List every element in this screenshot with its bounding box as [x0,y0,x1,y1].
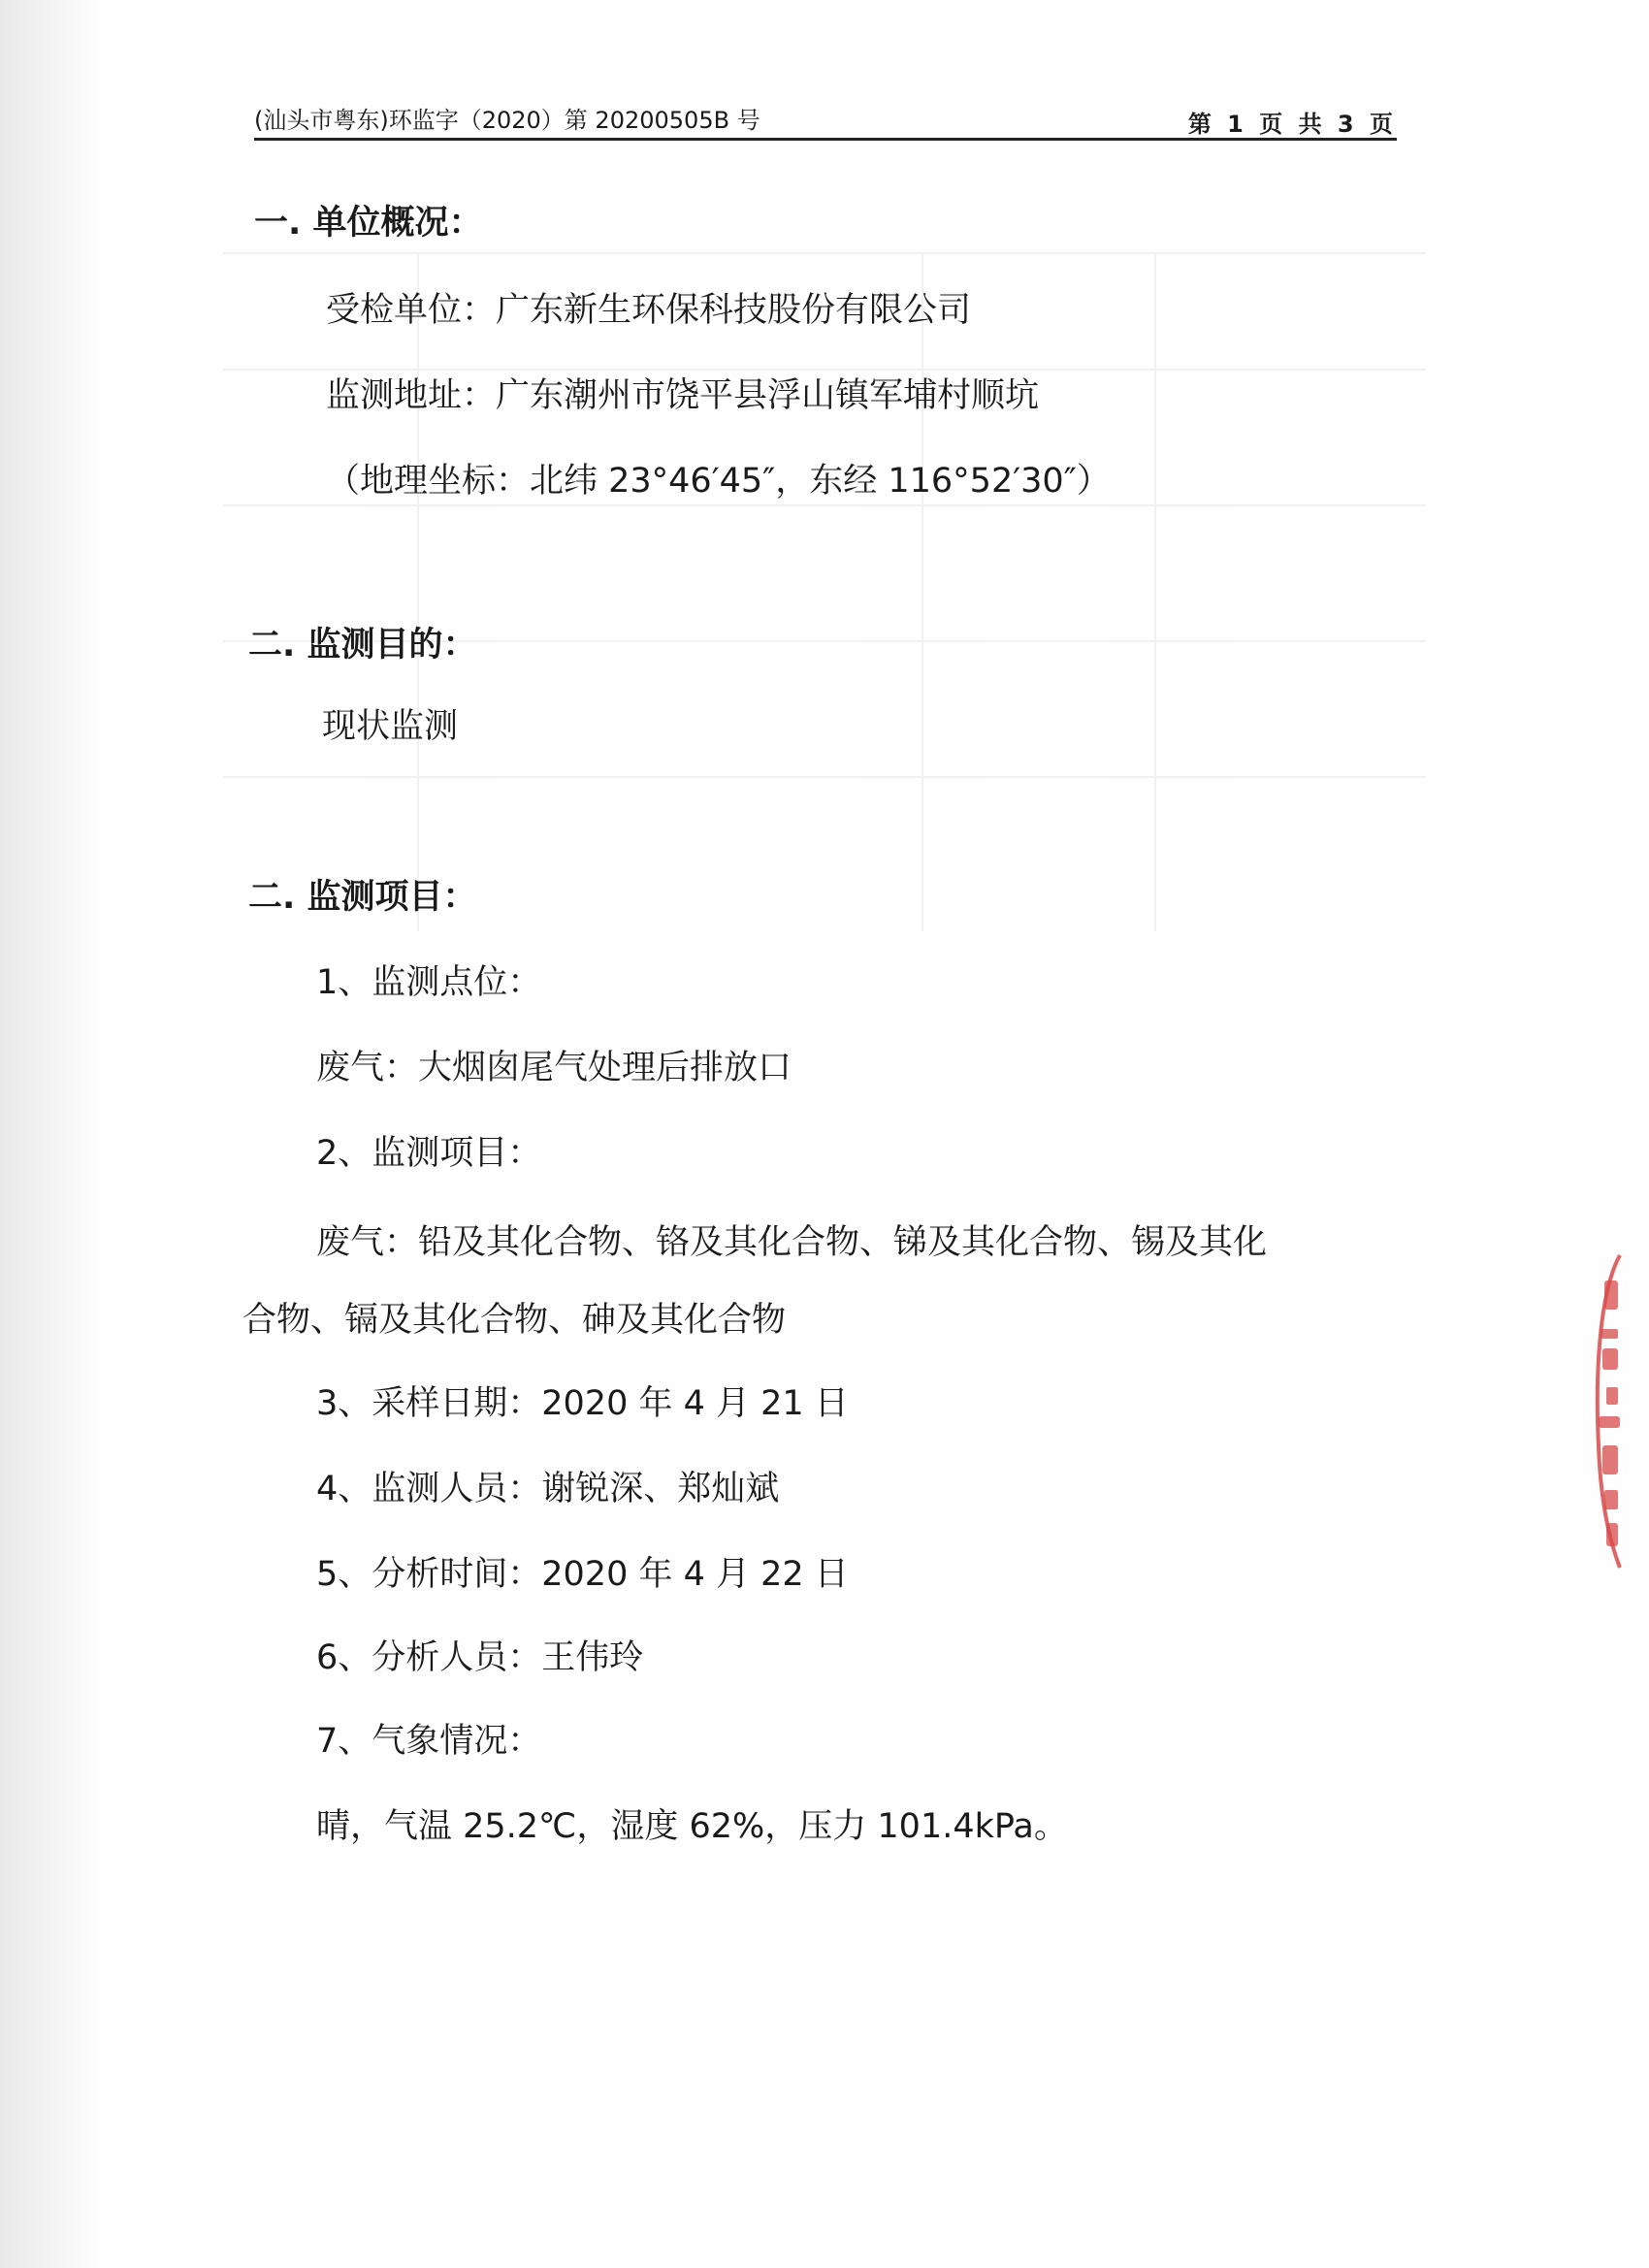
reverse-side-bleed-through [223,252,1426,931]
page-indicator: 第 1 页 共 3 页 [1187,111,1397,138]
item-1-label: 1、监测点位： [316,963,542,1002]
geo-coordinates: （地理坐标：北纬 23°46′45″，东经 116°52′30″） [326,462,1111,501]
monitoring-purpose: 现状监测 [322,707,459,746]
item-1-value: 废气：大烟囱尾气处理后排放口 [316,1049,792,1087]
monitoring-address: 监测地址：广东潮州市饶平县浮山镇军埔村顺坑 [326,376,1040,415]
scan-shadow [0,0,97,2268]
section-title-purpose: 二. 监测目的： [248,626,477,664]
section-title-unit-overview: 一. 单位概况： [254,204,483,243]
item-7-weather-value: 晴，气温 25.2℃，湿度 62%，压力 101.4kPa。 [316,1807,1068,1846]
item-3-sampling-date: 3、采样日期：2020 年 4 月 21 日 [316,1384,849,1423]
item-6-analyst: 6、分析人员：王伟玲 [316,1638,644,1677]
page-header [254,95,1397,141]
seal-stamp-fragment [1581,1251,1624,1571]
item-2-value-line1: 废气：铅及其化合物、铬及其化合物、锑及其化合物、锡及其化 [316,1223,1268,1262]
item-2-value-line2: 合物、镉及其化合物、砷及其化合物 [242,1301,787,1340]
item-5-analysis-date: 5、分析时间：2020 年 4 月 22 日 [316,1555,849,1594]
document-number: (汕头市粤东)环监字（2020）第 20200505B 号 [254,107,760,134]
section-title-items: 二. 监测项目： [248,878,477,917]
item-7-label: 7、气象情况： [316,1722,542,1761]
item-2-label: 2、监测项目： [316,1134,542,1173]
item-4-monitoring-staff: 4、监测人员：谢锐深、郑灿斌 [316,1470,780,1508]
inspected-unit: 受检单位：广东新生环保科技股份有限公司 [326,291,972,330]
